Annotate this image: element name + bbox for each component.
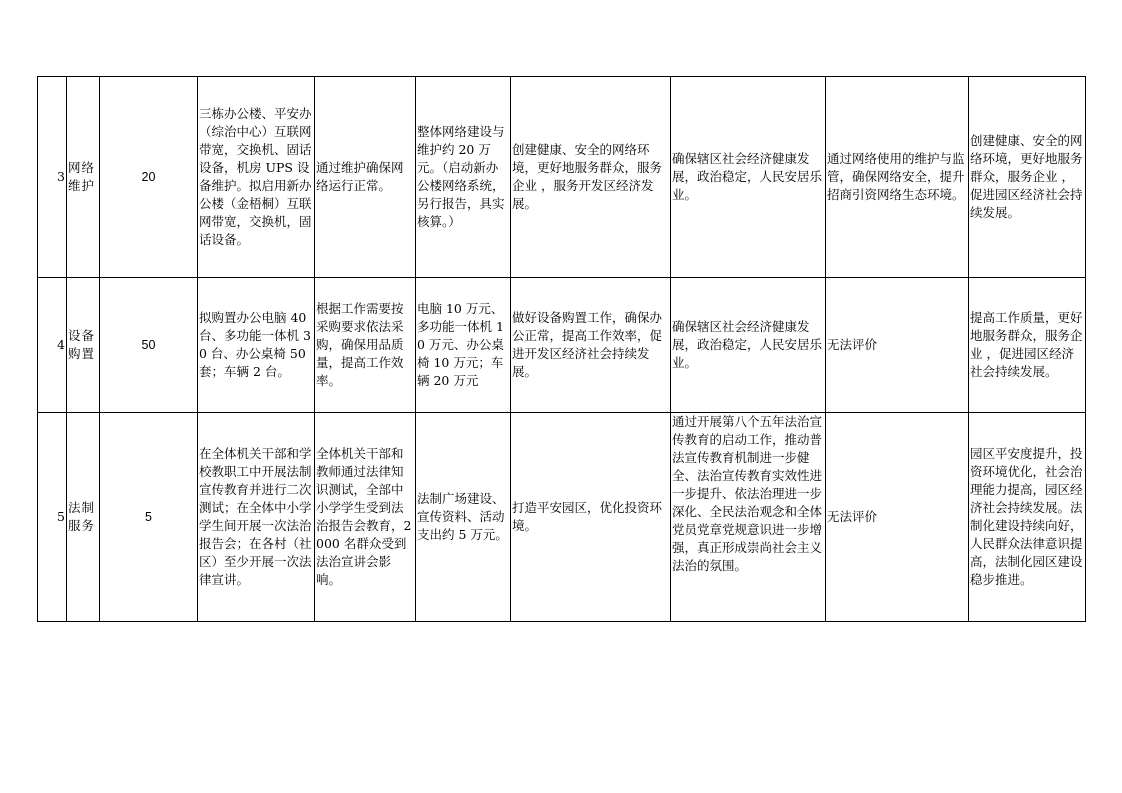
content-cell: 在全体机关干部和学校教职工中开展法制宣传教育并进行二次测试；在全体中小学学生间开展一次法治报告会；在各村（社区）至少开展一次法律宣讲。 xyxy=(198,413,315,622)
goal-cell: 通过维护确保网络运行正常。 xyxy=(315,77,416,278)
budget-cell: 法制广场建设、宣传资料、活动支出约 5 万元。 xyxy=(416,413,511,622)
row-number: 3 xyxy=(38,77,67,278)
amount: 5 xyxy=(100,413,198,622)
amount: 50 xyxy=(100,278,198,413)
amount: 20 xyxy=(100,77,198,278)
effect-cell: 确保辖区社会经济健康发展，政治稳定，人民安居乐业。 xyxy=(671,77,826,278)
evaluation-cell: 无法评价 xyxy=(826,278,969,413)
table-row xyxy=(38,77,1086,278)
effect-cell: 确保辖区社会经济健康发展，政治稳定，人民安居乐业。 xyxy=(671,278,826,413)
output-cell: 打造平安园区，优化投资环境。 xyxy=(511,413,671,622)
project-name: 网络维护 xyxy=(67,77,100,278)
goal-cell: 全体机关干部和教师通过法律知识测试，全部中小学学生受到法治报告会教育，2000 名群众受到法治宣讲会影响。 xyxy=(315,413,416,622)
project-performance-table xyxy=(37,76,1086,622)
impact-cell: 园区平安度提升，投资环境优化，社会治理能力提高，园区经济社会持续发展。法制化建设持续向好，人民群众法律意识提高，法制化园区建设稳步推进。 xyxy=(969,413,1086,622)
table-row xyxy=(38,413,1086,622)
budget-cell: 整体网络建设与维护约 20 万元。（启动新办公楼网络系统，另行报告，具实核算。） xyxy=(416,77,511,278)
row-number: 5 xyxy=(38,413,67,622)
project-name: 设备购置 xyxy=(67,278,100,413)
budget-cell: 电脑 10 万元、多功能一体机 10 万元、办公桌椅 10 万元；车辆 20 万元 xyxy=(416,278,511,413)
content-cell: 拟购置办公电脑 40 台、多功能一体机 30 台、办公桌椅 50 套；车辆 2 台。 xyxy=(198,278,315,413)
content-cell: 三栋办公楼、平安办（综治中心）互联网带宽，交换机、固话设备，机房 UPS 设备维护。拟启用新办公楼（金梧桐）互联网带宽，交换机，固话设备。 xyxy=(198,77,315,278)
effect-cell: 通过开展第八个五年法治宣传教育的启动工作，推动普法宣传教育机制进一步健全、法治宣传教育实效性进一步提升、依法治理进一步深化、全民法治观念和全体党员党章党规意识进一步增强，真正形成崇尚社会主义法治的氛围。 xyxy=(671,413,826,622)
output-cell: 创建健康、安全的网络环境，更好地服务群众，服务企业 ，服务开发区经济发展。 xyxy=(511,77,671,278)
project-name: 法制服务 xyxy=(67,413,100,622)
impact-cell: 提高工作质量，更好地服务群众，服务企业 ，促进园区经济社会持续发展。 xyxy=(969,278,1086,413)
table-row xyxy=(38,278,1086,413)
goal-cell: 根据工作需要按采购要求依法采购，确保用品质量，提高工作效率。 xyxy=(315,278,416,413)
evaluation-cell: 无法评价 xyxy=(826,413,969,622)
impact-cell: 创建健康、安全的网络环境，更好地服务群众，服务企业 ，促进园区经济社会持续发展。 xyxy=(969,77,1086,278)
output-cell: 做好设备购置工作，确保办公正常，提高工作效率，促进开发区经济社会持续发展。 xyxy=(511,278,671,413)
row-number: 4 xyxy=(38,278,67,413)
evaluation-cell: 通过网络使用的维护与监管，确保网络安全，提升招商引资网络生态环境。 xyxy=(826,77,969,278)
